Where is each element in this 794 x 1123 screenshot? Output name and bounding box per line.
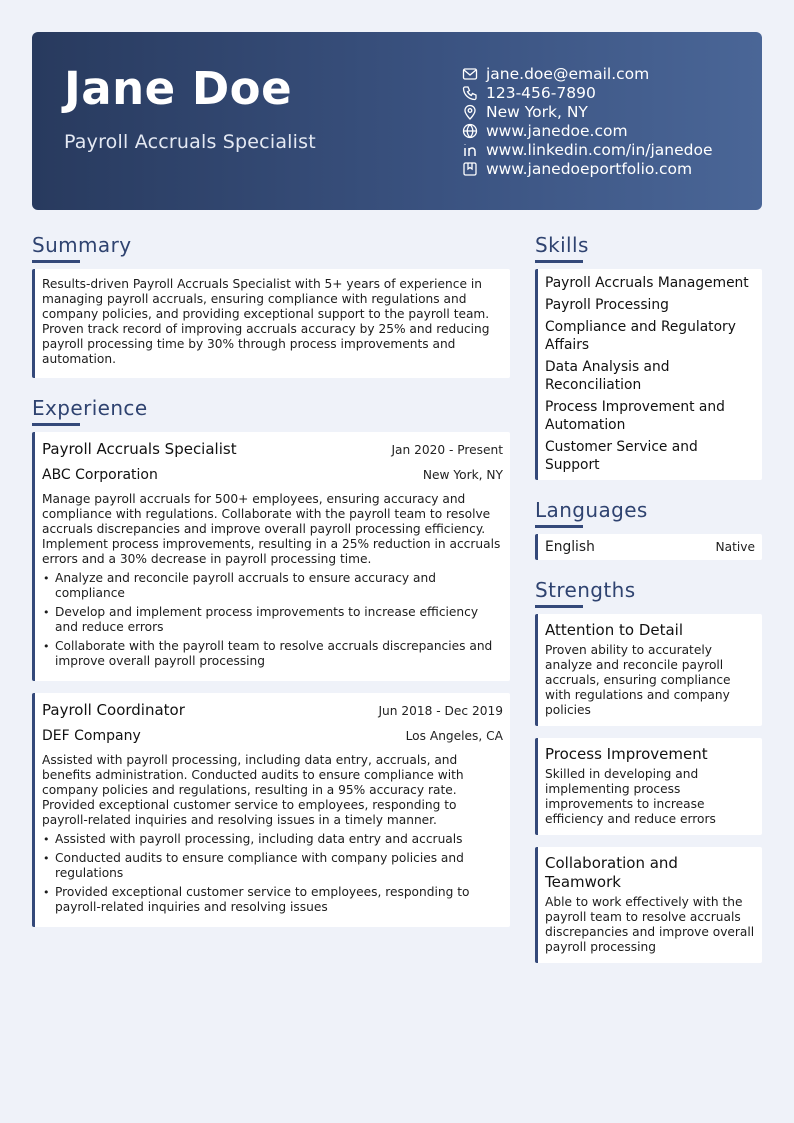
contact-website[interactable]	[461, 121, 713, 140]
skill-item: Customer Service and Support	[545, 439, 698, 473]
job-entry	[32, 432, 510, 681]
strength-title: Attention to Detail	[545, 621, 684, 639]
contact-phone-text: 123-456-7890	[486, 83, 596, 102]
resume-header	[32, 32, 762, 210]
location-pin-icon	[461, 103, 478, 120]
strength-description: Skilled in developing and implementing process improvements to increase efficiency and reduce errors	[545, 767, 716, 826]
job-bullet: • Provided exceptional customer service to employees, responding to payroll-related inquiries and resolving issues	[42, 885, 503, 915]
contact-phone[interactable]	[461, 83, 713, 102]
strength-item	[535, 738, 762, 835]
job-company: ABC Corporation	[42, 467, 158, 483]
language-name: English	[545, 539, 595, 555]
skill-item: Payroll Accruals Management	[545, 275, 749, 291]
summary-card	[32, 269, 510, 378]
job-bullet: • Develop and implement process improvements to increase efficiency and reduce errors	[42, 605, 503, 635]
section-divider	[535, 605, 583, 608]
summary-text: Results-driven Payroll Accruals Specialist with 5+ years of experience in managing payroll accruals, ensuring compliance with regulations and company policies, and providing exceptional support to the payroll team. Proven track record of improving accruals accuracy by 25% and reducing payroll processing time by 30% through process improvements and automation.	[42, 277, 490, 366]
strength-item	[535, 847, 762, 963]
contact-linkedin[interactable]	[461, 140, 713, 159]
candidate-role: Payroll Accruals Specialist	[64, 131, 316, 153]
job-date: Jan 2020 - Present	[391, 443, 503, 457]
job-bullet: • Analyze and reconcile payroll accruals to ensure accuracy and compliance	[42, 571, 503, 601]
job-location: Los Angeles, CA	[405, 729, 503, 743]
contact-website-text: www.janedoe.com	[486, 121, 628, 140]
job-entry	[32, 693, 510, 927]
job-location: New York, NY	[422, 468, 503, 482]
job-bullets	[42, 571, 503, 669]
job-bullet: • Assisted with payroll processing, including data entry and accruals	[42, 832, 503, 847]
language-level: Native	[715, 540, 755, 554]
strengths-section	[535, 577, 762, 963]
phone-icon	[461, 84, 478, 101]
contact-email-text: jane.doe@email.com	[486, 64, 650, 83]
linkedin-icon	[461, 141, 478, 158]
job-bullets	[42, 832, 503, 915]
contact-linkedin-text: www.linkedin.com/in/janedoe	[486, 140, 713, 159]
section-divider	[32, 423, 80, 426]
strength-item	[535, 614, 762, 726]
skill-item: Process Improvement and Automation	[545, 399, 725, 433]
right-column	[535, 232, 762, 975]
globe-icon	[461, 122, 478, 139]
skill-item: Compliance and Regulatory Affairs	[545, 319, 736, 353]
contact-email[interactable]	[461, 64, 713, 83]
job-title: Payroll Accruals Specialist	[42, 440, 237, 458]
job-description: Manage payroll accruals for 500+ employees, ensuring accuracy and compliance with regulations. Collaborate with the payroll team to resolve accruals discrepancies and improve overall payroll processing efficiency. Implement process improvements, resulting in a 25% reduction in accruals errors and a 30% decrease in payroll processing time.	[42, 492, 501, 566]
language-item	[535, 534, 762, 560]
languages-heading: Languages	[535, 498, 648, 522]
skill-item: Data Analysis and Reconciliation	[545, 359, 670, 393]
job-description: Assisted with payroll processing, including data entry, accruals, and benefits administration. Conducted audits to ensure compliance with company policies and regulations, resulting in a 95% accuracy rate. Provided exceptional customer service to employees, responding to payroll-related inquiries and resolving issues in a timely manner.	[42, 753, 464, 827]
job-bullet: • Conducted audits to ensure compliance with company policies and regulations	[42, 851, 503, 881]
experience-section	[32, 395, 510, 927]
job-company: DEF Company	[42, 728, 141, 744]
contact-list	[461, 64, 713, 178]
strengths-heading: Strengths	[535, 578, 636, 602]
candidate-name: Jane Doe	[64, 62, 293, 115]
contact-portfolio[interactable]	[461, 159, 713, 178]
section-divider	[32, 260, 80, 263]
strength-title: Process Improvement	[545, 745, 708, 763]
left-column	[32, 232, 510, 939]
experience-heading: Experience	[32, 396, 148, 420]
skills-card	[535, 269, 762, 480]
section-divider	[535, 525, 583, 528]
strength-description: Proven ability to accurately analyze and reconcile payroll accruals, ensuring compliance with regulations and company policies	[545, 643, 731, 717]
skills-heading: Skills	[535, 233, 589, 257]
contact-portfolio-text: www.janedoeportfolio.com	[486, 159, 693, 178]
section-divider	[535, 260, 583, 263]
skills-section	[535, 232, 762, 480]
job-title: Payroll Coordinator	[42, 701, 185, 719]
job-date: Jun 2018 - Dec 2019	[378, 704, 503, 718]
strength-description: Able to work effectively with the payroll team to resolve accruals discrepancies and improve overall payroll processing	[545, 895, 755, 954]
skill-item: Payroll Processing	[545, 297, 669, 313]
contact-location	[461, 102, 713, 121]
job-bullet: • Collaborate with the payroll team to resolve accruals discrepancies and improve overall payroll processing	[42, 639, 503, 669]
contact-location-text: New York, NY	[486, 102, 588, 121]
portfolio-icon	[461, 160, 478, 177]
strength-title: Collaboration and Teamwork	[545, 854, 678, 891]
languages-section	[535, 497, 762, 560]
summary-section	[32, 232, 510, 378]
mail-icon	[461, 65, 478, 82]
summary-heading: Summary	[32, 233, 132, 257]
